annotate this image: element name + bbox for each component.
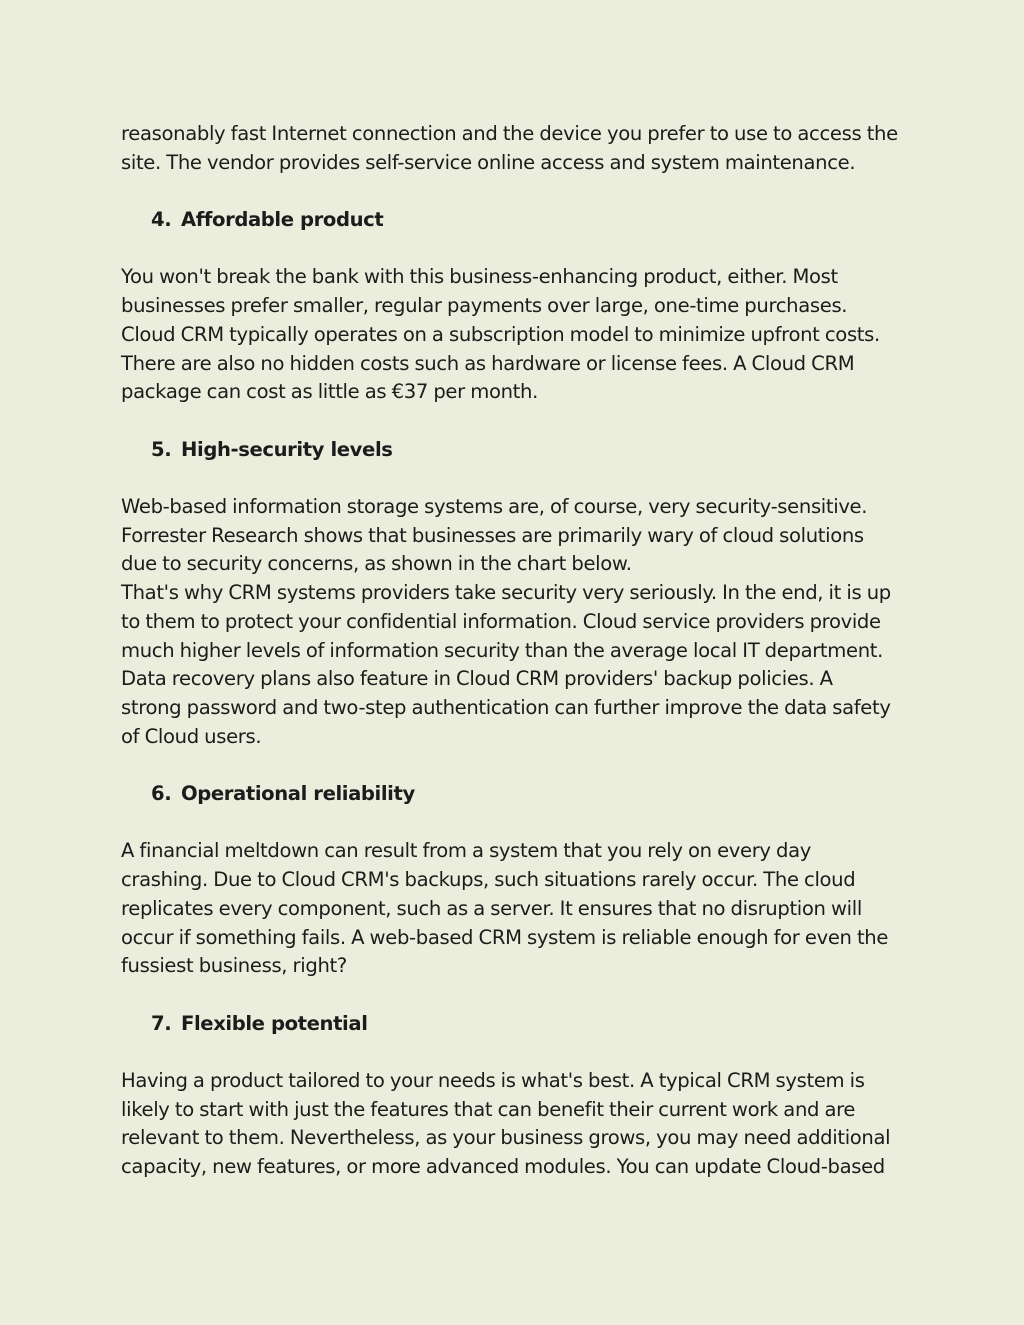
text-line: of Cloud users. [121, 724, 262, 748]
paragraph [121, 579, 902, 751]
spacer [121, 464, 902, 493]
text-line: A financial meltdown can result from a system that you rely on every day [121, 839, 812, 863]
spacer [121, 751, 902, 780]
paragraph [121, 837, 902, 981]
paragraph [121, 522, 902, 579]
spacer [121, 1038, 902, 1067]
section-heading [121, 1010, 902, 1039]
text-line: Cloud CRM typically operates on a subscription model to minimize upfront costs. [121, 322, 880, 346]
spacer [121, 235, 902, 264]
section-title: High-security levels [181, 437, 393, 461]
section-number: 4. [151, 208, 172, 232]
text-line: occur if something fails. A web-based CRM system is reliable enough for even the [121, 925, 889, 949]
paragraph [121, 1067, 902, 1182]
text-line: capacity, new features, or more advanced modules. You can update Cloud-based [121, 1155, 885, 1179]
text-line: to them to protect your confidential information. Cloud service providers provide [121, 609, 881, 633]
section-heading [121, 436, 902, 465]
text-line: relevant to them. Nevertheless, as your business grows, you may need additional [121, 1126, 891, 1150]
text-line: due to security concerns, as shown in the chart below. [121, 552, 632, 576]
spacer [121, 981, 902, 1010]
text-line: You won't break the bank with this business-enhancing product, either. Most [121, 265, 838, 289]
text-line: likely to start with just the features that can benefit their current work and are [121, 1097, 856, 1121]
text-line: package can cost as little as €37 per month. [121, 380, 538, 404]
spacer [121, 177, 902, 206]
text-line: replicates every component, such as a server. It ensures that no disruption will [121, 896, 862, 920]
section-number: 5. [151, 437, 172, 461]
text-line: businesses prefer smaller, regular payments over large, one-time purchases. [121, 294, 848, 318]
text-line: Having a product tailored to your needs is what's best. A typical CRM system is [121, 1069, 865, 1093]
text-line: reasonably fast Internet connection and the device you prefer to use to access the [121, 122, 898, 145]
text-line: Data recovery plans also feature in Cloud CRM providers' backup policies. A [121, 667, 833, 691]
spacer [121, 407, 902, 436]
paragraph [121, 321, 902, 407]
paragraph [121, 493, 902, 522]
text-line: fussiest business, right? [121, 954, 347, 978]
text-line: There are also no hidden costs such as hardware or license fees. A Cloud CRM [121, 351, 855, 375]
section-title: Affordable product [181, 208, 384, 232]
text-line: crashing. Due to Cloud CRM's backups, such situations rarely occur. The cloud [121, 868, 856, 892]
text-line: site. The vendor provides self-service online access and system maintenance. [121, 150, 856, 174]
section-title: Operational reliability [181, 782, 415, 806]
body-text [121, 120, 902, 1182]
text-line: strong password and two-step authentication can further improve the data safety [121, 696, 891, 719]
text-line: much higher levels of information security than the average local IT department. [121, 638, 883, 662]
document-page [121, 120, 902, 1182]
text-line: Web-based information storage systems are, of course, very security-sensitive. [121, 495, 868, 519]
section-heading [121, 206, 902, 235]
spacer [121, 809, 902, 838]
section-heading [121, 780, 902, 809]
section-number: 6. [151, 782, 172, 806]
section-title: Flexible potential [181, 1011, 368, 1035]
paragraph [121, 120, 902, 177]
text-line: Forrester Research shows that businesses are primarily wary of cloud solutions [121, 523, 864, 547]
paragraph [121, 263, 902, 320]
text-line: That's why CRM systems providers take security very seriously. In the end, it is up [121, 581, 891, 605]
section-number: 7. [151, 1011, 172, 1035]
